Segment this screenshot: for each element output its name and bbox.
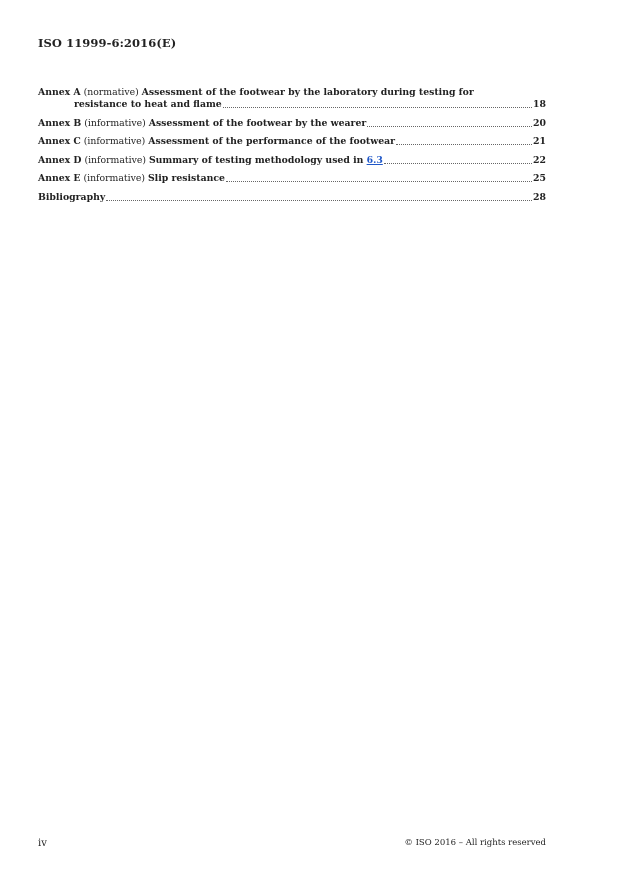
- toc-title: Summary of testing methodology used in: [148, 154, 367, 166]
- dot-leader: [106, 200, 532, 201]
- toc-entry-annex-c[interactable]: [38, 136, 546, 148]
- toc-annex-kind: (informative): [81, 154, 149, 166]
- dot-leader: [384, 163, 532, 164]
- page-number: iv: [38, 838, 47, 849]
- toc-annex-kind: (normative): [80, 87, 142, 98]
- clause-link[interactable]: 6.3: [366, 154, 383, 166]
- dot-leader: [367, 126, 532, 127]
- toc-label: Annex E: [38, 173, 81, 185]
- dot-leader: [223, 107, 532, 108]
- toc-annex-kind: (informative): [80, 173, 148, 185]
- toc-page-number: 28: [533, 191, 546, 203]
- toc-annex-kind: (informative): [81, 117, 149, 129]
- dot-leader: [396, 144, 532, 145]
- dot-leader: [226, 181, 532, 182]
- toc-label: Bibliography: [38, 191, 106, 203]
- toc-title: Assessment of the footwear by the laboratory during testing for: [141, 87, 474, 98]
- toc-page-number: 20: [533, 117, 546, 129]
- toc-page-number: 18: [533, 99, 546, 110]
- toc-page-number: 21: [533, 136, 546, 148]
- toc-label: Annex C: [38, 136, 81, 148]
- document-header: ISO 11999-6:2016(E): [38, 36, 177, 50]
- toc-entry-annex-d[interactable]: [38, 155, 546, 167]
- toc-label: Annex A: [38, 87, 81, 98]
- toc-entry-annex-b[interactable]: [38, 118, 546, 130]
- copyright-notice: © ISO 2016 – All rights reserved: [404, 838, 546, 848]
- toc-annex-kind: (informative): [80, 136, 149, 148]
- toc-entry-annex-a[interactable]: [38, 87, 546, 111]
- toc-label: Annex D: [38, 154, 82, 166]
- toc-entry-annex-e[interactable]: [38, 173, 546, 185]
- toc-title: Slip resistance: [147, 173, 225, 185]
- toc-page-number: 25: [533, 173, 546, 185]
- toc-entry-bibliography[interactable]: [38, 192, 546, 204]
- toc-title-continued: resistance to heat and flame: [74, 99, 222, 110]
- toc-title: Assessment of the performance of the footwear: [148, 136, 396, 148]
- toc-page-number: 22: [533, 154, 546, 166]
- toc-title: Assessment of the footwear by the wearer: [148, 117, 367, 129]
- toc-label: Annex B: [38, 117, 82, 129]
- table-of-contents: [38, 87, 546, 211]
